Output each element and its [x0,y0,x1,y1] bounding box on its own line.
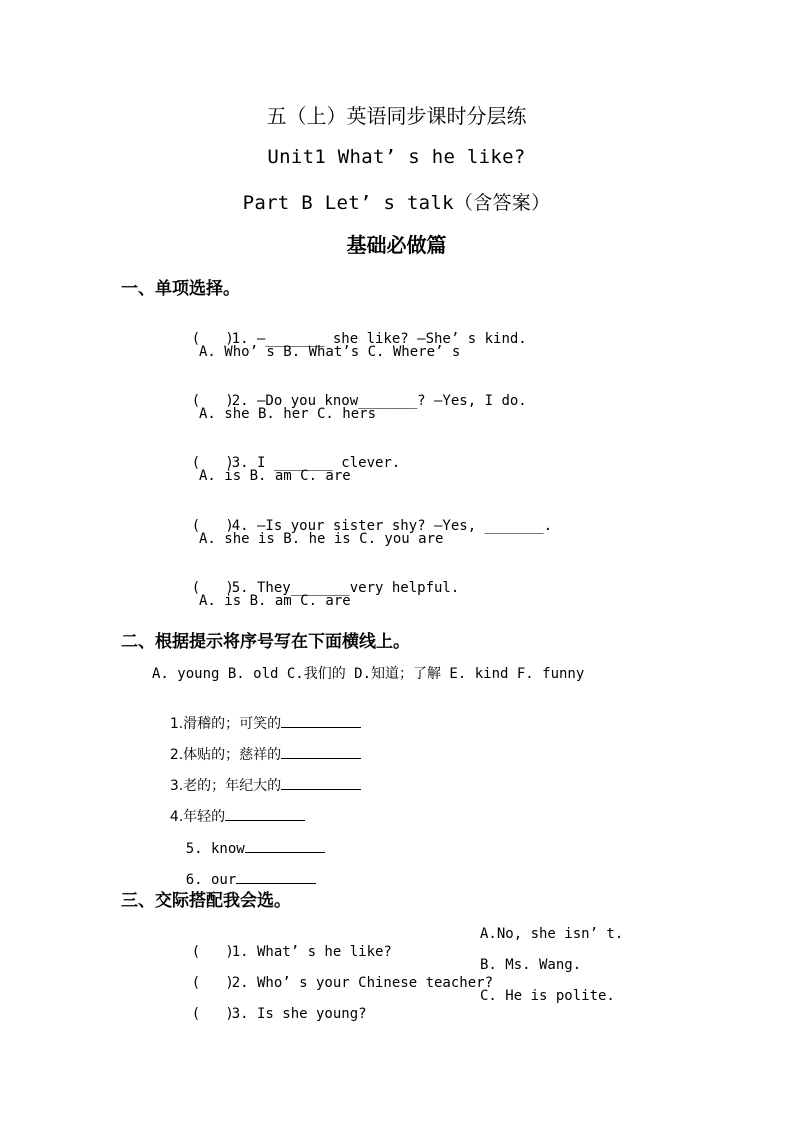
answer-paren[interactable]: ( ) [191,518,234,534]
answer-paren[interactable]: ( ) [191,1006,234,1022]
worksheet-title: 五（上）英语同步课时分层练 [266,104,527,128]
answer-paren[interactable]: ( ) [191,393,234,409]
match-item-label: 2.体贴的；慈祥的 [169,747,282,763]
answer-blank[interactable] [225,807,305,821]
dialogue-question: 3. Is she young? [231,1006,367,1022]
dialogue-answer: C. He is polite. [480,988,615,1004]
question-text: 1. —_______ she like? —She’ s kind. [231,331,527,347]
dialogue-row [158,987,367,1041]
section2-heading: 二、根据提示将序号写在下面横线上。 [121,632,410,652]
question-options: A. Who’ s B. What’s C. Where’ s [199,344,461,360]
answer-paren[interactable]: ( ) [191,455,234,471]
question-options: A. she B. her C. hers [199,406,377,422]
section1-heading: 一、单项选择。 [121,279,240,299]
answer-blank[interactable] [281,714,361,728]
dialogue-answer: B. Ms. Wang. [480,957,582,973]
choices-list: A. young B. old C.我们的 D.知道；了解 E. kind F. funny [152,666,585,682]
question-options: A. is B. am C. are [199,468,351,484]
match-item-label: 6. our [185,872,237,888]
answer-paren[interactable]: ( ) [191,580,234,596]
question-text: 5. They_______very helpful. [231,580,460,596]
answer-paren[interactable]: ( ) [191,975,234,991]
match-item-label: 1.滑稽的；可笑的 [169,716,282,732]
question-options: A. is B. am C. are [199,593,351,609]
section3-heading: 三、交际搭配我会选。 [121,891,291,911]
dialogue-question: 2. Who’ s your Chinese teacher? [231,975,494,991]
answer-blank[interactable] [281,776,361,790]
unit-title: Unit1 What’ s he like? [267,146,526,168]
answer-blank[interactable] [236,870,316,884]
question-text: 2. —Do you know_______? —Yes, I do. [231,393,527,409]
match-item-label: 5. know [185,841,245,857]
question-text: 3. I _______ clever. [231,455,401,471]
match-item-label: 3.老的；年纪大的 [169,778,282,794]
part-title: Part B Let’ s talk（含答案） [242,192,551,214]
answer-blank[interactable] [281,745,361,759]
dialogue-question: 1. What’ s he like? [231,944,392,960]
question-text: 4. —Is your sister shy? —Yes, _______. [231,518,553,534]
level-title: 基础必做篇 [346,233,447,257]
answer-paren[interactable]: ( ) [191,944,234,960]
answer-blank[interactable] [245,839,325,853]
dialogue-answer: A.No, she isn’ t. [480,926,624,942]
question-options: A. she is B. he is C. you are [199,531,444,547]
match-item-label: 4.年轻的 [169,809,226,825]
answer-paren[interactable]: ( ) [191,331,234,347]
